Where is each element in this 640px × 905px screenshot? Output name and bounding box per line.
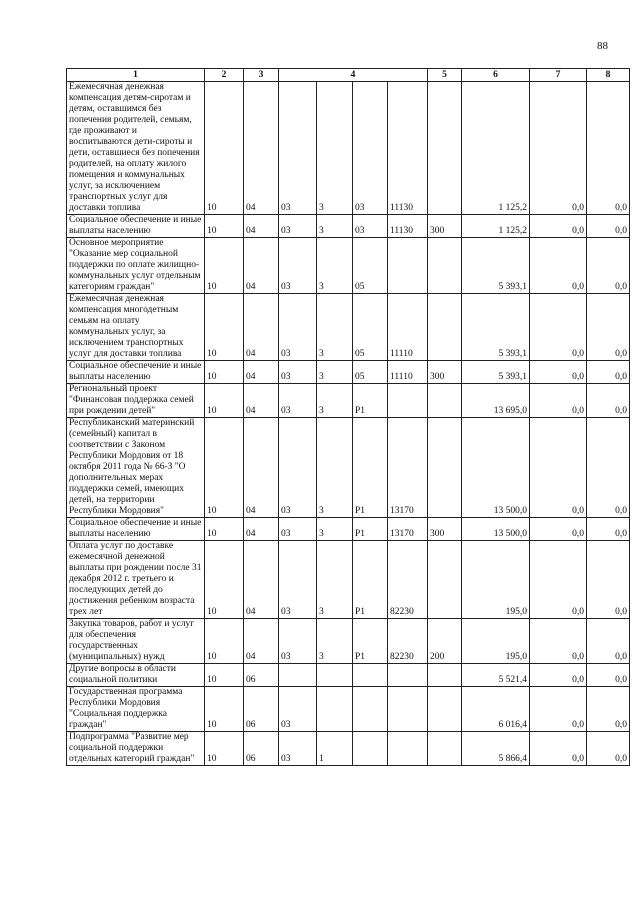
table-row [67, 82, 630, 215]
row-value-cell: 04 [244, 361, 279, 384]
row-value-cell: 10 [205, 82, 244, 215]
row-value-cell: 0,0 [530, 518, 587, 541]
row-value-cell [353, 732, 388, 766]
row-value-cell: 03 [353, 82, 388, 215]
row-value-cell [428, 732, 462, 766]
row-value-cell: 3 [317, 384, 353, 418]
row-value-cell: 3 [317, 215, 353, 238]
row-value-cell: 03 [279, 541, 317, 619]
row-value-cell: 03 [279, 518, 317, 541]
header-cell: 4 [279, 69, 428, 82]
row-value-cell: 05 [353, 238, 388, 294]
row-value-cell: 0,0 [587, 294, 630, 361]
row-value-cell: 13 500,0 [462, 518, 530, 541]
row-value-cell: 13170 [388, 418, 428, 518]
row-value-cell [353, 664, 388, 687]
row-value-cell: 300 [428, 518, 462, 541]
row-value-cell: 03 [279, 361, 317, 384]
table-row [67, 518, 630, 541]
row-name-cell: Подпрограмма "Развитие мер социальной поддержки отдельных категорий граждан" [67, 732, 205, 766]
row-name-cell: Государственная программа Республики Мордовия "Социальная поддержка граждан" [67, 687, 205, 732]
row-value-cell: 10 [205, 619, 244, 664]
row-value-cell: 03 [279, 619, 317, 664]
table-row [67, 361, 630, 384]
page-number: 88 [597, 40, 608, 52]
row-value-cell: 0,0 [530, 294, 587, 361]
row-value-cell: 10 [205, 294, 244, 361]
row-value-cell: 0,0 [530, 238, 587, 294]
row-value-cell: 5 393,1 [462, 238, 530, 294]
row-value-cell: 0,0 [587, 687, 630, 732]
row-value-cell: 3 [317, 418, 353, 518]
row-value-cell: 13170 [388, 518, 428, 541]
row-name-cell: Ежемесячная денежная компенсация многодетным семьям на оплату коммунальных услуг, за исключением транспортных услуг для доставки топлива [67, 294, 205, 361]
row-value-cell: 04 [244, 418, 279, 518]
row-value-cell: 03 [279, 732, 317, 766]
row-value-cell: 10 [205, 384, 244, 418]
table-row [67, 619, 630, 664]
row-value-cell: 03 [279, 82, 317, 215]
row-value-cell: 1 125,2 [462, 215, 530, 238]
header-cell: 1 [67, 69, 205, 82]
row-value-cell: 0,0 [530, 664, 587, 687]
row-value-cell: 0,0 [530, 619, 587, 664]
row-value-cell: 10 [205, 238, 244, 294]
row-value-cell: 0,0 [587, 619, 630, 664]
row-value-cell: 03 [279, 418, 317, 518]
row-value-cell: 03 [279, 687, 317, 732]
row-value-cell [428, 541, 462, 619]
row-value-cell: 3 [317, 619, 353, 664]
row-value-cell: 3 [317, 361, 353, 384]
row-value-cell: 0,0 [587, 518, 630, 541]
row-value-cell: 10 [205, 687, 244, 732]
row-value-cell: 03 [353, 215, 388, 238]
row-value-cell: 1 125,2 [462, 82, 530, 215]
row-value-cell [428, 418, 462, 518]
row-value-cell: 0,0 [587, 215, 630, 238]
row-name-cell: Основное мероприятие "Оказание мер социальной поддержки по оплате жилищно-коммунальных услуг отдельным категориям граждан" [67, 238, 205, 294]
row-value-cell [317, 687, 353, 732]
row-value-cell: P1 [353, 518, 388, 541]
row-value-cell [428, 82, 462, 215]
row-value-cell: 05 [353, 361, 388, 384]
row-value-cell: 0,0 [530, 361, 587, 384]
row-value-cell [317, 664, 353, 687]
row-value-cell: 5 521,4 [462, 664, 530, 687]
header-cell: 5 [428, 69, 462, 82]
row-value-cell: 13 500,0 [462, 418, 530, 518]
row-value-cell: 82230 [388, 619, 428, 664]
row-value-cell: 10 [205, 541, 244, 619]
row-value-cell: 0,0 [587, 664, 630, 687]
row-value-cell: 04 [244, 518, 279, 541]
budget-table [66, 68, 630, 766]
row-value-cell: 3 [317, 82, 353, 215]
row-name-cell: Социальное обеспечение и иные выплаты населению [67, 518, 205, 541]
row-value-cell: 10 [205, 664, 244, 687]
table-row [67, 418, 630, 518]
row-value-cell: 11110 [388, 294, 428, 361]
row-value-cell [279, 664, 317, 687]
row-value-cell [353, 687, 388, 732]
row-value-cell [388, 664, 428, 687]
row-value-cell: 0,0 [530, 384, 587, 418]
row-name-cell: Республиканский материнский (семейный) капитал в соответствии с Законом Республики Мордовия от 18 октября 2011 года № 66-З "О дополнительных мерах поддержки семей, имеющих детей, на территории Республики Мордовия" [67, 418, 205, 518]
row-value-cell: 0,0 [587, 541, 630, 619]
row-value-cell: 10 [205, 215, 244, 238]
row-value-cell: 03 [279, 294, 317, 361]
row-value-cell: 0,0 [587, 361, 630, 384]
row-value-cell: 06 [244, 664, 279, 687]
header-cell: 7 [530, 69, 587, 82]
row-value-cell: 0,0 [530, 418, 587, 518]
row-value-cell [388, 687, 428, 732]
row-value-cell [388, 384, 428, 418]
row-value-cell: 0,0 [530, 82, 587, 215]
row-value-cell [428, 294, 462, 361]
row-value-cell: 195,0 [462, 541, 530, 619]
row-value-cell: P1 [353, 384, 388, 418]
row-value-cell: 11110 [388, 361, 428, 384]
row-name-cell: Ежемесячная денежная компенсация детям-сиротам и детям, оставшимся без попечения родителей, семьям, где проживают и воспитываются дети-сироты и дети, оставшиеся без попечения родителей, на оплату жилого помещения и коммунальных услуг, за исключением транспортных услуг для доставки топлива [67, 82, 205, 215]
row-value-cell: 0,0 [587, 732, 630, 766]
header-cell: 6 [462, 69, 530, 82]
row-value-cell: 0,0 [530, 732, 587, 766]
row-value-cell: 0,0 [530, 541, 587, 619]
table-row [67, 541, 630, 619]
row-value-cell: 300 [428, 215, 462, 238]
row-name-cell: Другие вопросы в области социальной политики [67, 664, 205, 687]
row-value-cell: 0,0 [587, 82, 630, 215]
row-value-cell: 300 [428, 361, 462, 384]
row-value-cell: 03 [279, 215, 317, 238]
row-value-cell: 195,0 [462, 619, 530, 664]
row-name-cell: Социальное обеспечение и иные выплаты населению [67, 215, 205, 238]
row-value-cell: 10 [205, 418, 244, 518]
row-value-cell: 04 [244, 294, 279, 361]
row-value-cell [428, 664, 462, 687]
row-value-cell: 10 [205, 361, 244, 384]
header-row [67, 69, 630, 82]
row-value-cell [428, 238, 462, 294]
table-row [67, 687, 630, 732]
row-value-cell: 11130 [388, 215, 428, 238]
row-value-cell: 6 016,4 [462, 687, 530, 732]
row-name-cell: Закупка товаров, работ и услуг для обеспечения государственных (муниципальных) нужд [67, 619, 205, 664]
table-row [67, 294, 630, 361]
row-value-cell: 0,0 [587, 418, 630, 518]
row-value-cell: 5 866,4 [462, 732, 530, 766]
row-value-cell: 04 [244, 238, 279, 294]
row-value-cell: 11130 [388, 82, 428, 215]
row-value-cell: P1 [353, 619, 388, 664]
row-value-cell [428, 384, 462, 418]
row-value-cell [388, 238, 428, 294]
row-value-cell: 04 [244, 619, 279, 664]
row-name-cell: Оплата услуг по доставке ежемесячной денежной выплаты при рождении после 31 декабря 2012 г. третьего и последующих детей до достижения ребенком возраста трех лет [67, 541, 205, 619]
table-row [67, 215, 630, 238]
row-value-cell: P1 [353, 541, 388, 619]
row-value-cell: 82230 [388, 541, 428, 619]
row-value-cell: 5 393,1 [462, 361, 530, 384]
table-row [67, 664, 630, 687]
row-name-cell: Социальное обеспечение и иные выплаты населению [67, 361, 205, 384]
header-cell: 3 [244, 69, 279, 82]
table-row [67, 384, 630, 418]
row-value-cell: 3 [317, 541, 353, 619]
row-value-cell: 0,0 [587, 238, 630, 294]
header-cell: 8 [587, 69, 630, 82]
row-value-cell: P1 [353, 418, 388, 518]
row-value-cell: 03 [279, 238, 317, 294]
row-value-cell: 04 [244, 384, 279, 418]
row-value-cell: 0,0 [530, 687, 587, 732]
row-value-cell: 3 [317, 238, 353, 294]
table-row [67, 732, 630, 766]
table-row [67, 238, 630, 294]
row-value-cell: 0,0 [587, 384, 630, 418]
row-value-cell: 5 393,1 [462, 294, 530, 361]
row-value-cell: 05 [353, 294, 388, 361]
row-value-cell [388, 732, 428, 766]
row-value-cell: 10 [205, 518, 244, 541]
row-value-cell: 1 [317, 732, 353, 766]
row-value-cell: 06 [244, 732, 279, 766]
row-value-cell: 200 [428, 619, 462, 664]
row-value-cell: 04 [244, 82, 279, 215]
row-value-cell [428, 687, 462, 732]
row-name-cell: Региональный проект "Финансовая поддержка семей при рождении детей" [67, 384, 205, 418]
row-value-cell: 3 [317, 294, 353, 361]
row-value-cell: 03 [279, 384, 317, 418]
row-value-cell: 0,0 [530, 215, 587, 238]
row-value-cell: 3 [317, 518, 353, 541]
row-value-cell: 04 [244, 541, 279, 619]
row-value-cell: 06 [244, 687, 279, 732]
header-cell: 2 [205, 69, 244, 82]
row-value-cell: 10 [205, 732, 244, 766]
row-value-cell: 04 [244, 215, 279, 238]
row-value-cell: 13 695,0 [462, 384, 530, 418]
